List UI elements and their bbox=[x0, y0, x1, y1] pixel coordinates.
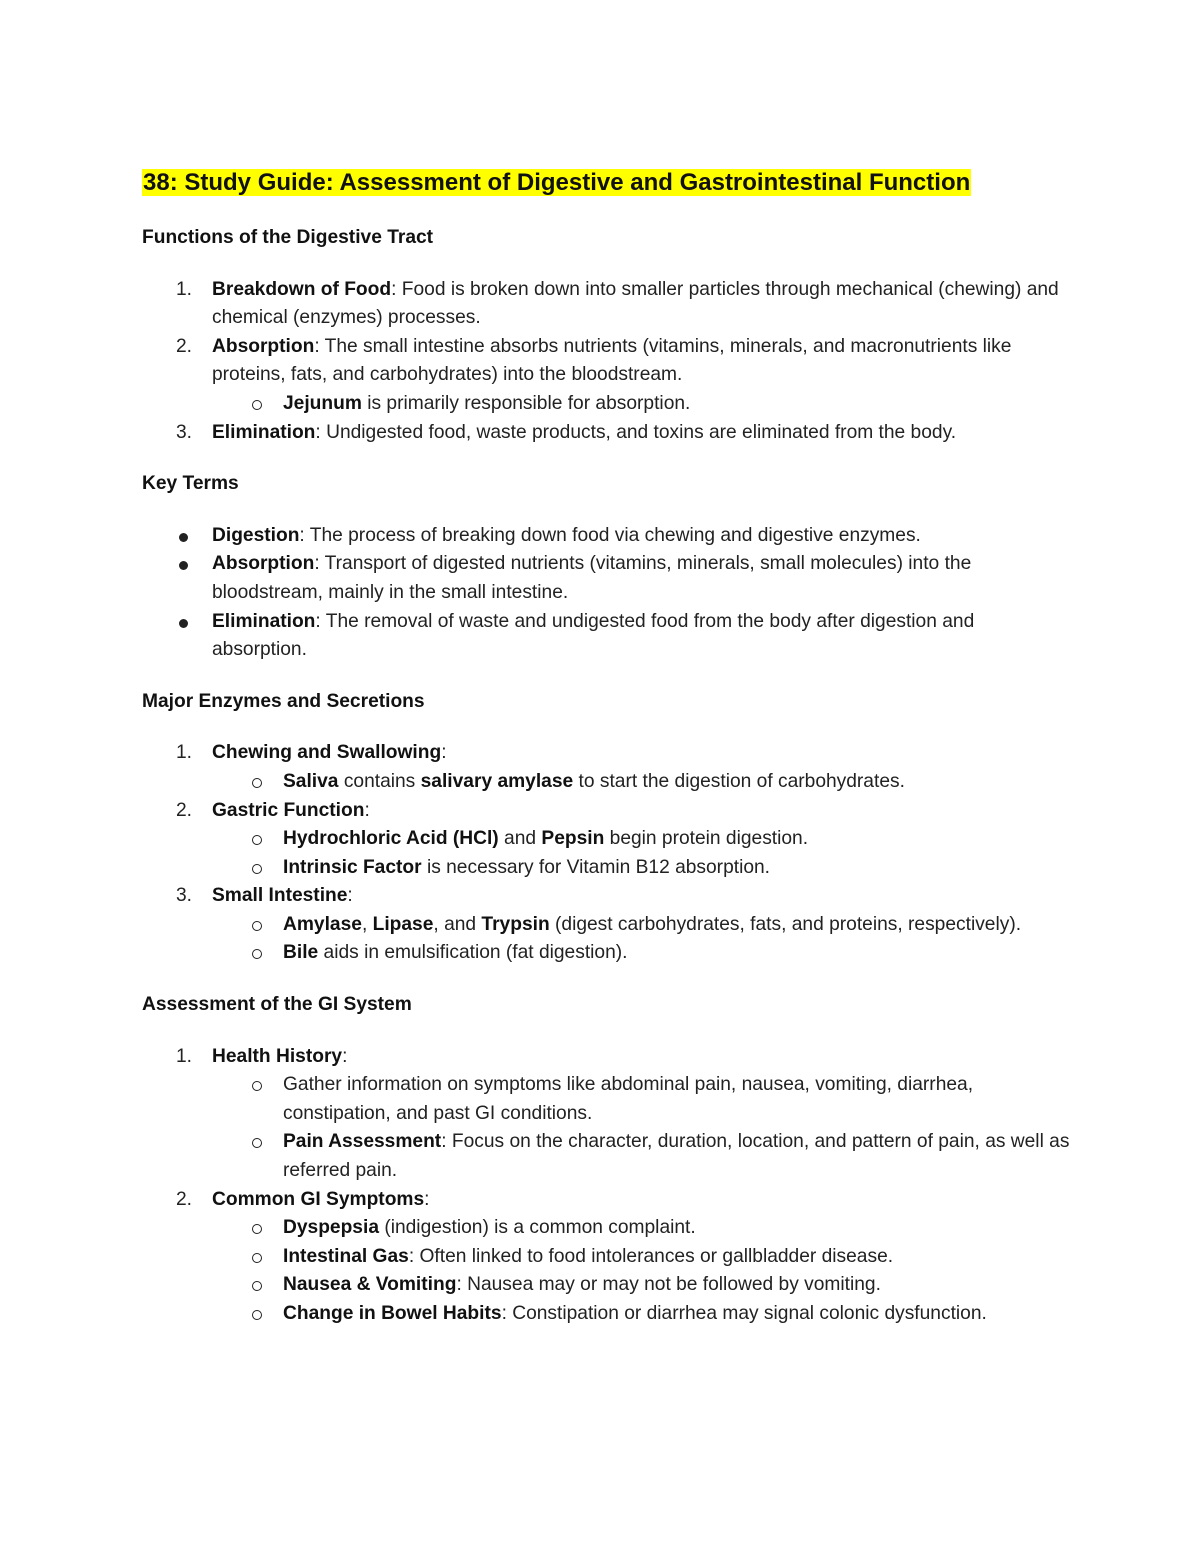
list-item: 2. Gastric Function: Hydrochloric Acid (HCl) and Pepsin begin protein digestion. Intrinsic Factor is necessary for Vitamin B12 absorption. bbox=[142, 797, 1072, 883]
description: The small intestine absorbs nutrients (vitamins, minerals, and macronutrients like proteins, fats, and carbohydrates) into the bloodstream. bbox=[212, 335, 1012, 386]
description: : Transport of digested nutrients (vitamins, minerals, small molecules) into the bloodstream, mainly in the small intestine. bbox=[212, 553, 972, 603]
bullet-icon bbox=[179, 619, 188, 628]
key-terms-list bbox=[142, 522, 1072, 665]
page-title bbox=[142, 166, 971, 200]
sub-list-item: Amylase, Lipase, and Trypsin (digest carbohydrates, fats, and proteins, respectively). bbox=[212, 911, 1072, 940]
hollow-bullet-icon bbox=[252, 1253, 262, 1263]
sub-list-item: Pain Assessment: Focus on the character, duration, location, and pattern of pain, as well as referred pain. bbox=[212, 1128, 1072, 1185]
term: Health History bbox=[212, 1045, 343, 1067]
sub-list bbox=[212, 1214, 1072, 1328]
sub-list bbox=[212, 825, 1072, 882]
hollow-bullet-icon bbox=[252, 1138, 262, 1148]
description: Undigested food, waste products, and toxins are eliminated from the body. bbox=[320, 421, 957, 443]
sub-list bbox=[212, 911, 1072, 968]
sub-list-item: Dyspepsia (indigestion) is a common complaint. bbox=[212, 1214, 1072, 1243]
sub-list-item: Intestinal Gas: Often linked to food intolerances or gallbladder disease. bbox=[212, 1243, 1072, 1272]
sub-list-item: Hydrochloric Acid (HCl) and Pepsin begin protein digestion. bbox=[212, 825, 1072, 854]
term: Chewing and Swallowing bbox=[212, 742, 442, 764]
term: Absorption bbox=[212, 335, 315, 357]
list-item bbox=[142, 522, 1072, 551]
sub-list-item: Nausea & Vomiting: Nausea may or may not be followed by vomiting. bbox=[212, 1271, 1072, 1300]
hollow-bullet-icon bbox=[252, 864, 262, 874]
description: : The process of breaking down food via chewing and digestive enzymes. bbox=[299, 524, 921, 546]
list-number: 3. bbox=[176, 421, 193, 443]
highlighted-title: 38: Study Guide: Assessment of Digestive and Gastrointestinal Function bbox=[143, 169, 971, 196]
hollow-bullet-icon bbox=[252, 778, 262, 788]
sub-list-item: Change in Bowel Habits: Constipation or diarrhea may signal colonic dysfunction. bbox=[212, 1300, 1072, 1329]
sub-list bbox=[212, 768, 1072, 797]
hollow-bullet-icon bbox=[252, 1310, 262, 1320]
functions-list bbox=[142, 276, 1072, 448]
bullet-icon bbox=[179, 561, 188, 570]
list-item: 1. Breakdown of Food: Food is broken down into smaller particles through mechanical (chewing) and chemical (enzymes) processes. bbox=[142, 276, 1072, 333]
list-number: 2. bbox=[176, 1188, 193, 1210]
list-number: 2. bbox=[176, 335, 193, 357]
term: Gastric Function bbox=[212, 799, 365, 821]
bullet-icon bbox=[179, 533, 188, 542]
list-item: 3. Elimination: Undigested food, waste products, and toxins are eliminated from the body. bbox=[142, 419, 1072, 448]
list-item bbox=[142, 608, 1072, 665]
term: Digestion bbox=[212, 524, 300, 546]
list-number: 2. bbox=[176, 799, 193, 821]
sub-list bbox=[212, 390, 1072, 419]
section-heading-functions: Functions of the Digestive Tract bbox=[142, 227, 434, 248]
assessment-list bbox=[142, 1043, 1072, 1329]
list-number: 1. bbox=[176, 742, 193, 764]
list-item: 1. Health History: Gather information on symptoms like abdominal pain, nausea, vomiting, diarrhea, constipation, and past GI conditions. Pain Assessment: Focus on the character, duration, location, and pattern of pain, as well as referred pain. bbox=[142, 1043, 1072, 1186]
section-heading-assessment: Assessment of the GI System bbox=[142, 994, 412, 1016]
sub-list-item: Intrinsic Factor is necessary for Vitamin B12 absorption. bbox=[212, 854, 1072, 883]
hollow-bullet-icon bbox=[252, 1081, 262, 1091]
list-number: 1. bbox=[176, 1045, 193, 1067]
term: Small Intestine bbox=[212, 885, 348, 907]
sub-list bbox=[212, 1071, 1072, 1185]
section-heading-key-terms: Key Terms bbox=[142, 473, 239, 495]
list-number: 3. bbox=[176, 885, 193, 907]
section-heading-enzymes: Major Enzymes and Secretions bbox=[142, 690, 425, 712]
hollow-bullet-icon bbox=[252, 921, 262, 931]
enzymes-list bbox=[142, 739, 1072, 968]
list-item bbox=[142, 550, 1072, 607]
list-item: 1. Chewing and Swallowing: Saliva contains salivary amylase to start the digestion of carbohydrates. bbox=[142, 739, 1072, 796]
hollow-bullet-icon bbox=[252, 949, 262, 959]
list-item: 2. Absorption: The small intestine absorbs nutrients (vitamins, minerals, and macronutrients like proteins, fats, and carbohydrates) into the bloodstream. Jejunum is primarily responsible for absorption. bbox=[142, 333, 1072, 419]
hollow-bullet-icon bbox=[252, 400, 262, 410]
list-item: 3. Small Intestine: Amylase, Lipase, and Trypsin (digest carbohydrates, fats, and proteins, respectively). Bile aids in emulsification (fat digestion). bbox=[142, 882, 1072, 968]
hollow-bullet-icon bbox=[252, 835, 262, 845]
sub-list-item: Bile aids in emulsification (fat digestion). bbox=[212, 939, 1072, 968]
term: Common GI Symptoms bbox=[212, 1188, 425, 1210]
term: Elimination bbox=[212, 610, 316, 632]
description: Food is broken down into smaller particles through mechanical (chewing) and chemical (enzymes) processes. bbox=[212, 278, 1059, 329]
term: Breakdown of Food bbox=[212, 278, 392, 300]
term: Elimination bbox=[212, 421, 316, 443]
hollow-bullet-icon bbox=[252, 1224, 262, 1234]
hollow-bullet-icon bbox=[252, 1281, 262, 1291]
document-body bbox=[142, 224, 1072, 1352]
sub-list-item: Jejunum is primarily responsible for absorption. bbox=[212, 390, 1072, 419]
description: : The removal of waste and undigested food from the body after digestion and absorption. bbox=[212, 610, 975, 661]
sub-list-item: Saliva contains salivary amylase to start the digestion of carbohydrates. bbox=[212, 768, 1072, 797]
list-number: 1. bbox=[176, 278, 193, 300]
sub-list-item: Gather information on symptoms like abdominal pain, nausea, vomiting, diarrhea, constipation, and past GI conditions. bbox=[212, 1071, 1072, 1128]
term: Absorption bbox=[212, 553, 315, 575]
list-item: 2. Common GI Symptoms: Dyspepsia (indigestion) is a common complaint. Intestinal Gas: Often linked to food intolerances or gallbladder disease. Nausea & Vomiting: Nausea may or may not be followed by vomiting. Change in Bowel Habits: Constipation or diarrhea may signal colonic dysfunction. bbox=[142, 1186, 1072, 1329]
